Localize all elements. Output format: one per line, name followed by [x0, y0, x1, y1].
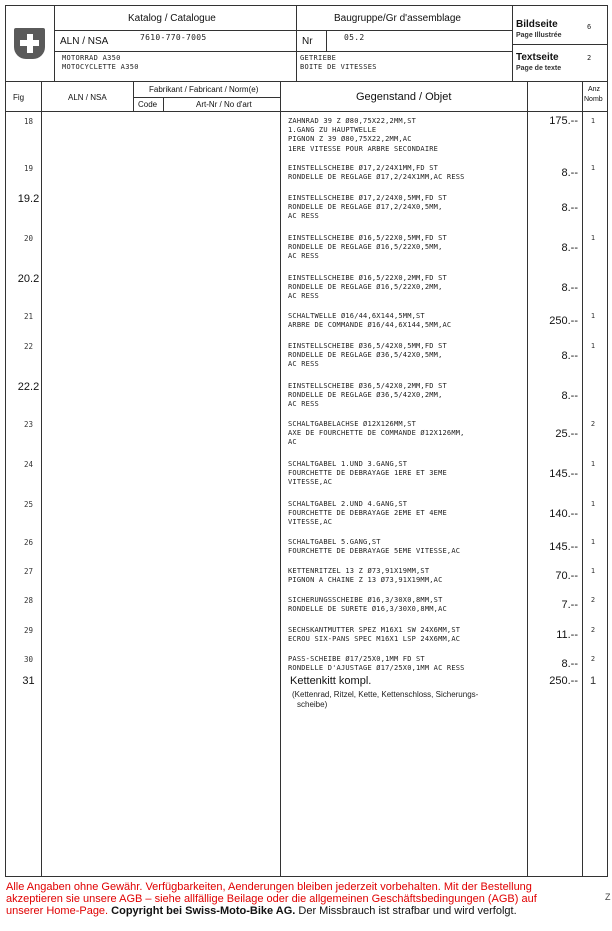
disclaimer-footer — [6, 881, 576, 917]
quantity: 2 — [590, 596, 596, 604]
fig-number: 23 — [23, 420, 34, 429]
fig-number: 20.2 — [17, 273, 40, 285]
price: 145.-- — [549, 541, 578, 553]
catalog-page — [5, 5, 608, 877]
textseite-sub: Page de texte — [516, 65, 562, 72]
col-aln: ALN / NSA — [68, 93, 107, 102]
fig-number: 27 — [23, 567, 34, 576]
fig-number: 18 — [23, 117, 34, 126]
part-description: EINSTELLSCHEIBE Ø36,5/42X0,2MM,FD ST RONDELLE DE REGLAGE Ø36,5/42X0,2MM, AC RESS — [288, 382, 447, 409]
copyright-text: Copyright bei Swiss-Moto-Bike AG. — [111, 905, 296, 917]
bildseite-value: 6 — [587, 23, 592, 31]
part-title: Kettenkitt kompl. — [290, 675, 372, 687]
fig-number: 22.2 — [17, 381, 40, 393]
col-artnr: Art-Nr / No d'art — [196, 100, 252, 109]
quantity: 1 — [590, 117, 596, 125]
price: 175.-- — [549, 115, 578, 127]
quantity: 1 — [590, 567, 596, 575]
catalog-label: Katalog / Catalogue — [128, 13, 216, 24]
part-description: ZAHNRAD 39 Z Ø80,75X22,2MM,ST 1.GANG ZU HAUPTWELLE PIGNON Z 39 Ø80,75X22,2MM,AC 1ERE VITESSE POUR ARBRE SECONDAIRE — [288, 117, 439, 153]
part-description: EINSTELLSCHEIBE Ø16,5/22X0,5MM,FD ST RONDELLE DE REGLAGE Ø16,5/22X0,5MM, AC RESS — [288, 234, 447, 261]
price: 8.-- — [561, 242, 578, 254]
quantity: 1 — [590, 342, 596, 350]
part-note-2: scheibe) — [297, 700, 328, 709]
quantity: 2 — [590, 626, 596, 634]
price: 8.-- — [561, 390, 578, 402]
swiss-logo — [6, 6, 55, 81]
part-description: SCHALTGABELACHSE Ø12X126MM,ST AXE DE FOURCHETTE DE COMMANDE Ø12X126MM, AC — [288, 420, 465, 447]
edge-mark: Z — [605, 892, 611, 902]
nr-value: 05.2 — [344, 33, 365, 42]
fig-number: 22 — [23, 342, 34, 351]
price: 8.-- — [561, 167, 578, 179]
bildseite-label: Bildseite — [516, 19, 558, 30]
fig-number: 28 — [23, 596, 34, 605]
price: 25.-- — [555, 428, 578, 440]
nr-label: Nr — [302, 36, 313, 47]
part-description: SECHSKANTMUTTER SPEZ M16X1 SW 24X6MM,ST ECROU SIX-PANS SPEC M16X1 LSP 24X6MM,AC — [288, 626, 461, 644]
swiss-cross-icon — [14, 28, 45, 59]
textseite-label: Textseite — [516, 52, 559, 63]
disclaimer-text: Alle Angaben ohne Gewähr. Verfügbarkeiten, Aenderungen bleiben jederzeit vorbehalten. Mit der Bestellung akzeptieren sie unsere AGB – siehe allfällige Beilage oder die allgemeinen Geschäftsbedingungen (AGB) auf unserer Home-Page. — [6, 881, 537, 917]
part-description: EINSTELLSCHEIBE Ø17,2/24X1MM,FD ST RONDELLE DE REGLAGE Ø17,2/24X1MM,AC RESS — [288, 164, 465, 182]
textseite-value: 2 — [587, 54, 592, 62]
part-description: SCHALTGABEL 2.UND 4.GANG,ST FOURCHETTE DE DEBRAYAGE 2EME ET 4EME VITESSE,AC — [288, 500, 447, 527]
quantity: 1 — [590, 234, 596, 242]
aln-value: 7610-770-7005 — [140, 33, 207, 42]
fig-number: 19 — [23, 164, 34, 173]
part-description: EINSTELLSCHEIBE Ø17,2/24X0,5MM,FD ST RONDELLE DE REGLAGE Ø17,2/24X0,5MM, AC RESS — [288, 194, 447, 221]
model-fr: MOTOCYCLETTE A350 — [62, 63, 139, 71]
part-description: KETTENRITZEL 13 Z Ø73,91X19MM,ST PIGNON A CHAINE Z 13 Ø73,91X19MM,AC — [288, 567, 443, 585]
fig-number: 31 — [22, 675, 35, 687]
price: 8.-- — [561, 202, 578, 214]
col-code: Code — [138, 100, 158, 109]
col-anz: Anz — [588, 86, 601, 93]
group-label: Baugruppe/Gr d'assemblage — [334, 13, 461, 24]
catalog-header — [6, 6, 607, 82]
price: 250.-- — [549, 675, 578, 687]
col-objekt: Gegenstand / Objet — [356, 91, 452, 103]
fig-number: 25 — [23, 500, 34, 509]
quantity: 2 — [590, 655, 596, 663]
abuse-notice: Der Missbrauch ist strafbar und wird verfolgt. — [298, 905, 517, 917]
group-fr: BOITE DE VITESSES — [300, 63, 377, 71]
col-nomb: Nomb — [584, 96, 603, 103]
part-description: SCHALTWELLE Ø16/44,6X144,5MM,ST ARBRE DE COMMANDE Ø16/44,6X144,5MM,AC — [288, 312, 452, 330]
price: 250.-- — [549, 315, 578, 327]
price: 140.-- — [549, 508, 578, 520]
fig-number: 24 — [23, 460, 34, 469]
col-fig: Fig — [13, 93, 25, 102]
part-description: SCHALTGABEL 1.UND 3.GANG,ST FOURCHETTE DE DEBRAYAGE 1ERE ET 3EME VITESSE,AC — [288, 460, 447, 487]
part-description: PASS-SCHEIBE Ø17/25X0,1MM FD ST RONDELLE D'AJUSTAGE Ø17/25X0,1MM AC RESS — [288, 655, 465, 673]
fig-number: 19.2 — [17, 193, 40, 205]
quantity: 1 — [590, 164, 596, 172]
quantity: 1 — [590, 312, 596, 320]
bildseite-sub: Page Illustrée — [516, 32, 562, 39]
price: 8.-- — [561, 282, 578, 294]
quantity: 2 — [590, 420, 596, 428]
model-de: MOTORRAD A350 — [62, 54, 121, 62]
quantity: 1 — [590, 500, 596, 508]
fig-number: 26 — [23, 538, 34, 547]
column-header-row — [6, 81, 607, 112]
price: 8.-- — [561, 658, 578, 670]
part-note-1: (Kettenrad, Ritzel, Kette, Kettenschloss, Sicherungs- — [292, 690, 479, 699]
fig-number: 21 — [23, 312, 34, 321]
fig-number: 29 — [23, 626, 34, 635]
quantity: 1 — [590, 538, 596, 546]
fig-number: 20 — [23, 234, 34, 243]
price: 11.-- — [556, 629, 578, 641]
part-description: EINSTELLSCHEIBE Ø36,5/42X0,5MM,FD ST RONDELLE DE REGLAGE Ø36,5/42X0,5MM, AC RESS — [288, 342, 447, 369]
price: 145.-- — [549, 468, 578, 480]
price: 70.-- — [555, 570, 578, 582]
price: 8.-- — [561, 350, 578, 362]
group-de: GETRIEBE — [300, 54, 337, 62]
quantity: 1 — [590, 460, 596, 468]
col-fabrikant: Fabrikant / Fabricant / Norm(e) — [149, 85, 259, 94]
part-description: SICHERUNGSSCHEIBE Ø16,3/30X0,8MM,ST RONDELLE DE SURETE Ø16,3/30X0,8MM,AC — [288, 596, 447, 614]
part-description: SCHALTGABEL 5.GANG,ST FOURCHETTE DE DEBRAYAGE 5EME VITESSE,AC — [288, 538, 461, 556]
aln-label: ALN / NSA — [60, 36, 109, 47]
price: 7.-- — [561, 599, 578, 611]
quantity: 1 — [589, 675, 597, 687]
fig-number: 30 — [23, 655, 34, 664]
part-description: EINSTELLSCHEIBE Ø16,5/22X0,2MM,FD ST RONDELLE DE REGLAGE Ø16,5/22X0,2MM, AC RESS — [288, 274, 447, 301]
